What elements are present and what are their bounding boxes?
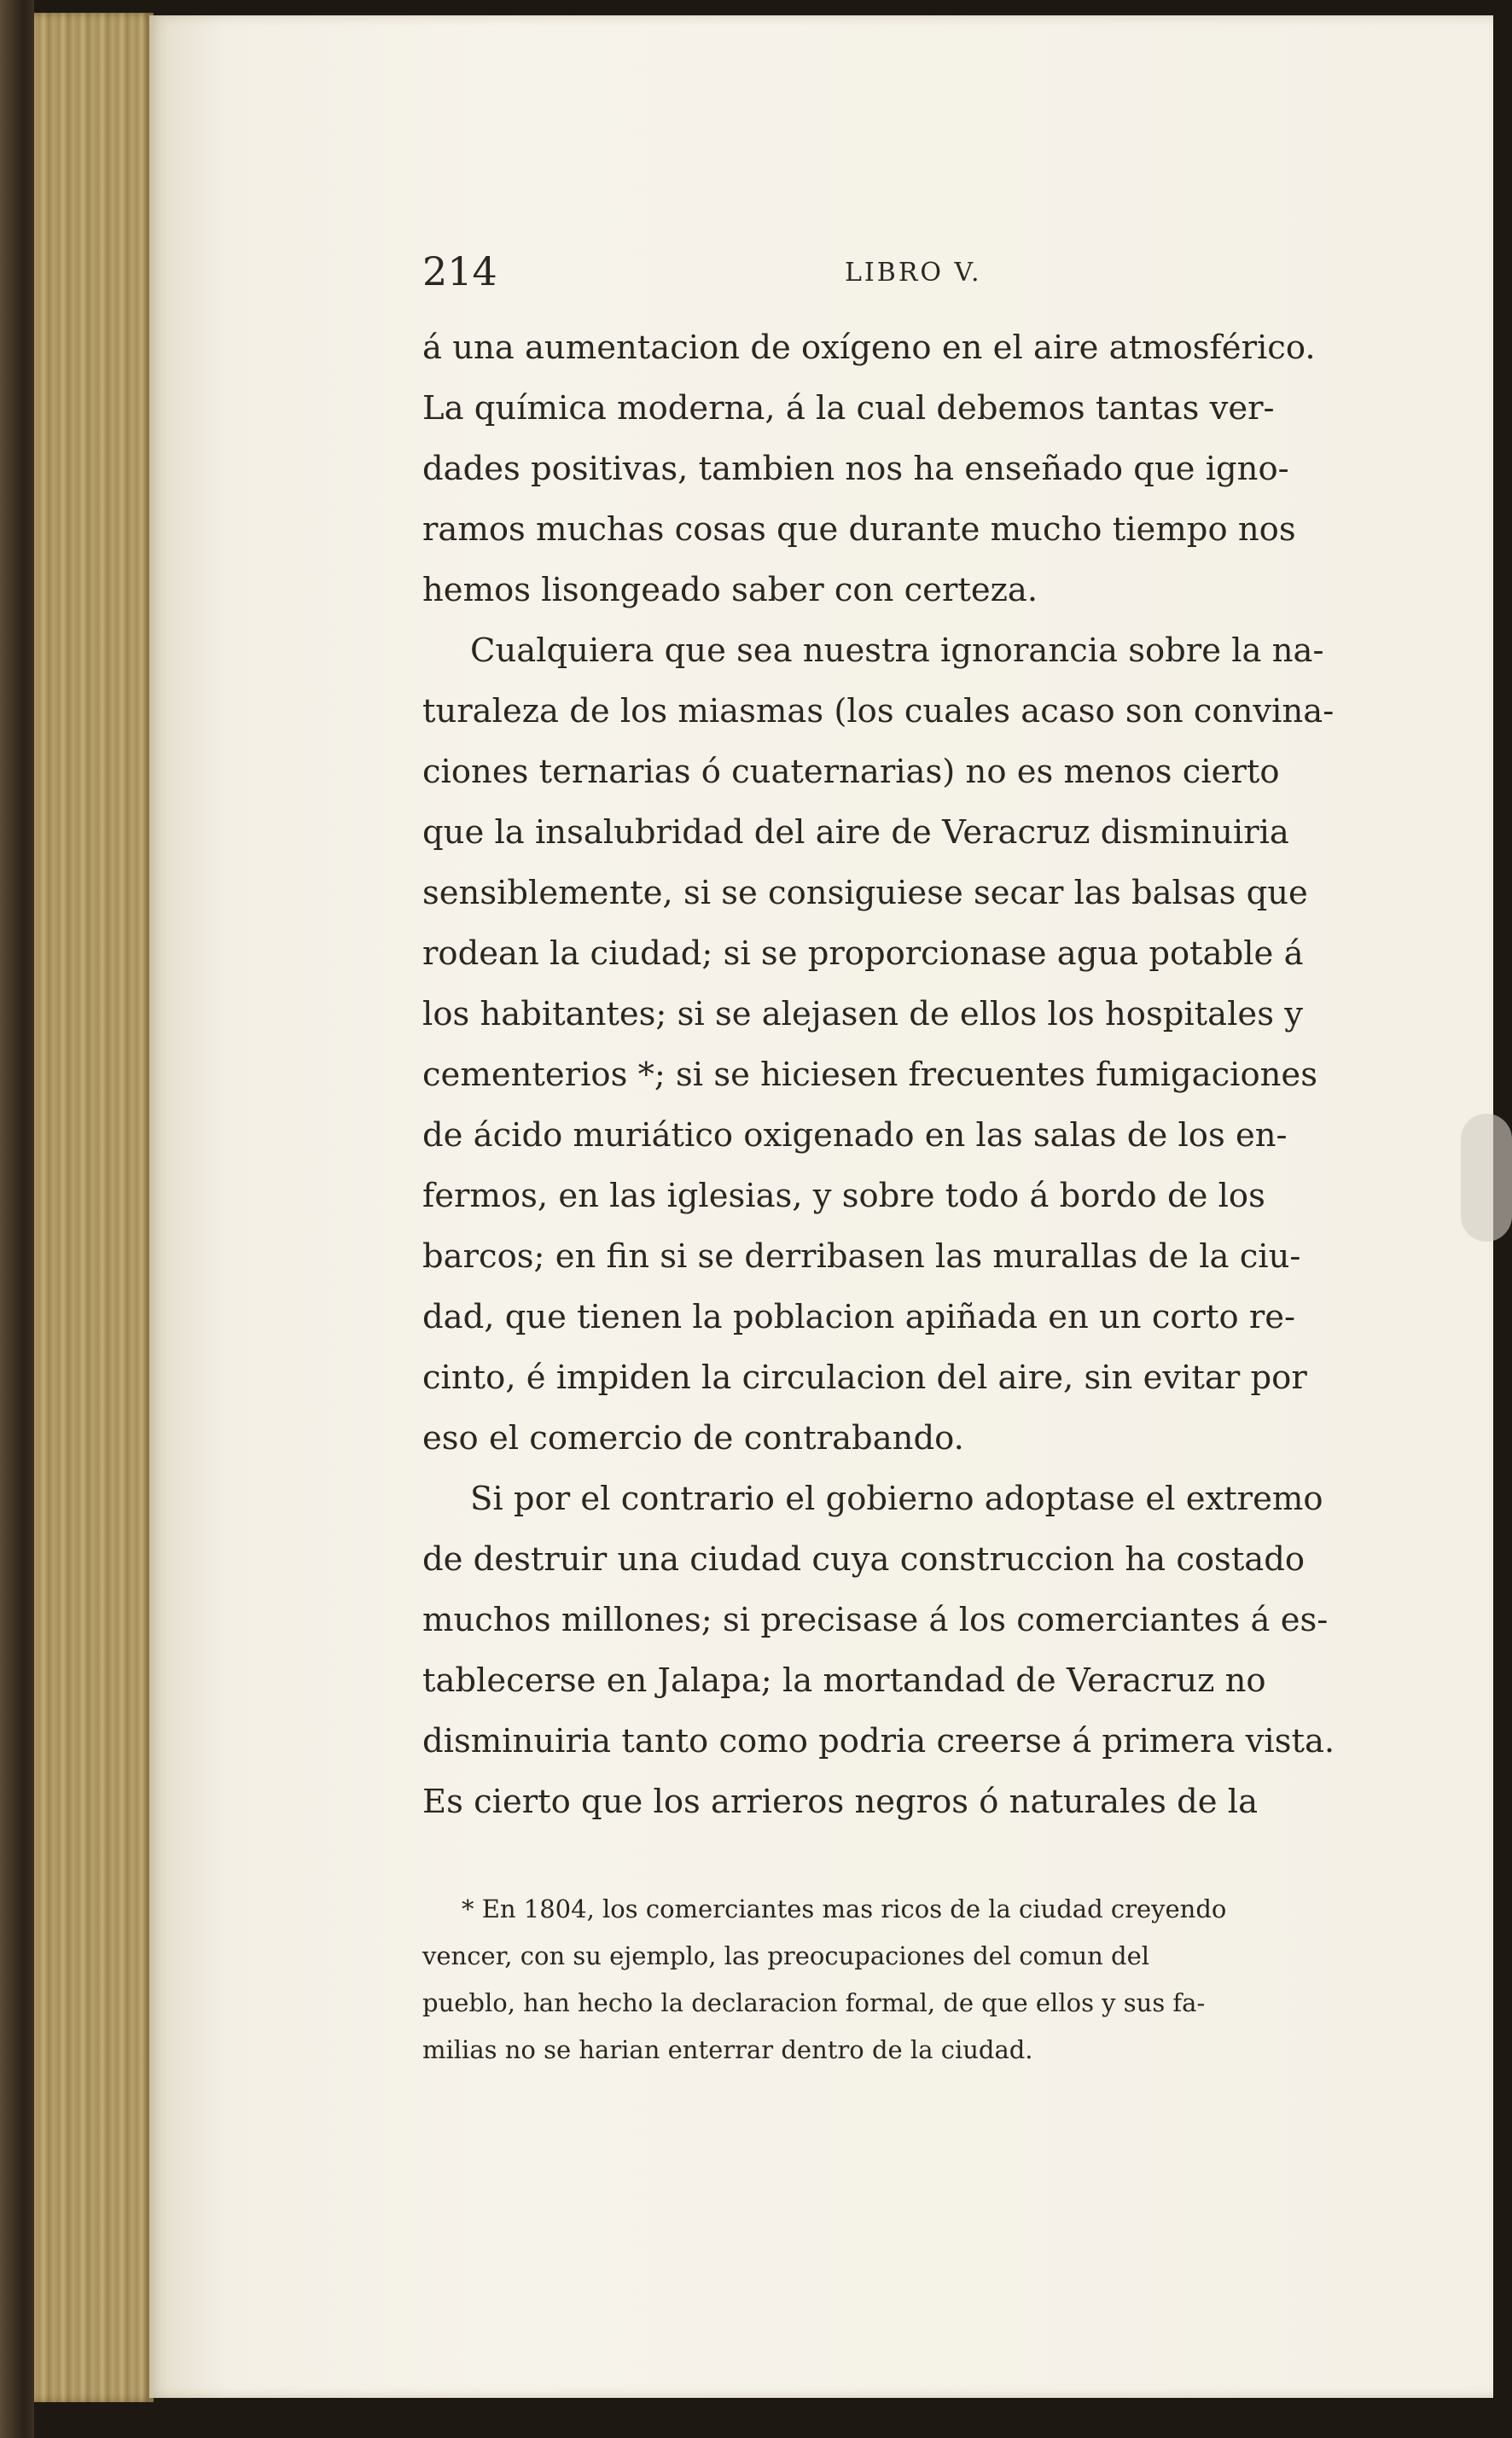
body-line: turaleza de los miasmas (los cuales acaso son convina- xyxy=(422,692,1335,730)
body-line: de ácido muriático oxigenado en las salas de los en- xyxy=(422,1116,1288,1155)
page-edges xyxy=(34,13,154,2402)
body-line: tablecerse en Jalapa; la mortandad de Veracruz no xyxy=(422,1661,1266,1700)
body-line: de destruir una ciudad cuya construccion ha costado xyxy=(422,1540,1306,1579)
body-line: eso el comercio de contrabando. xyxy=(422,1419,964,1458)
footnote-line: * En 1804, los comerciantes mas ricos de la ciudad creyendo xyxy=(462,1894,1227,1923)
body-line: dad, que tienen la poblacion apiñada en un corto re- xyxy=(422,1298,1296,1336)
body-line: muchos millones; si precisase á los comerciantes á es- xyxy=(422,1601,1329,1639)
body-line: Cualquiera que sea nuestra ignorancia sobre la na- xyxy=(470,631,1324,670)
footnote-line: milias no se harian enterrar dentro de la ciudad. xyxy=(422,2035,1033,2064)
body-line: fermos, en las iglesias, y sobre todo á bordo de los xyxy=(422,1177,1265,1215)
body-line: disminuiria tanto como podria creerse á primera vista. xyxy=(422,1722,1335,1760)
body-text xyxy=(422,317,1409,1832)
page-number: 214 xyxy=(422,248,497,294)
page-scuff xyxy=(1461,1114,1512,1242)
body-line: cinto, é impiden la circulacion del aire, sin evitar por xyxy=(422,1359,1307,1397)
body-line: ramos muchas cosas que durante mucho tiempo nos xyxy=(422,510,1296,549)
book-spine xyxy=(0,0,34,2438)
body-line: La química moderna, á la cual debemos tantas ver- xyxy=(422,389,1275,428)
body-line: rodean la ciudad; si se proporcionase agua potable á xyxy=(422,934,1304,973)
footnote-line: pueblo, han hecho la declaracion formal, de que ellos y sus fa- xyxy=(422,1988,1206,2017)
footnote xyxy=(422,1886,1409,2074)
section-label: LIBRO V. xyxy=(845,258,982,288)
body-line: ciones ternarias ó cuaternarias) no es menos cierto xyxy=(422,753,1280,791)
body-line: Si por el contrario el gobierno adoptase el extremo xyxy=(470,1480,1323,1518)
body-line: que la insalubridad del aire de Veracruz disminuiria xyxy=(422,813,1289,852)
body-line: dades positivas, tambien nos ha enseñado que igno- xyxy=(422,450,1289,488)
body-line: á una aumentacion de oxígeno en el aire atmosférico. xyxy=(422,329,1316,367)
footnote-line: vencer, con su ejemplo, las preocupaciones del comun del xyxy=(422,1941,1150,1970)
body-line: sensiblemente, si se consiguiese secar las balsas que xyxy=(422,874,1308,912)
body-line: hemos lisongeado saber con certeza. xyxy=(422,571,1038,609)
body-line: cementerios *; si se hiciesen frecuentes fumigaciones xyxy=(422,1056,1317,1094)
running-head xyxy=(422,246,1395,305)
body-line: los habitantes; si se alejasen de ellos los hospitales y xyxy=(422,995,1303,1033)
body-line: barcos; en fin si se derribasen las murallas de la ciu- xyxy=(422,1237,1301,1276)
body-line: Es cierto que los arrieros negros ó naturales de la xyxy=(422,1783,1259,1821)
